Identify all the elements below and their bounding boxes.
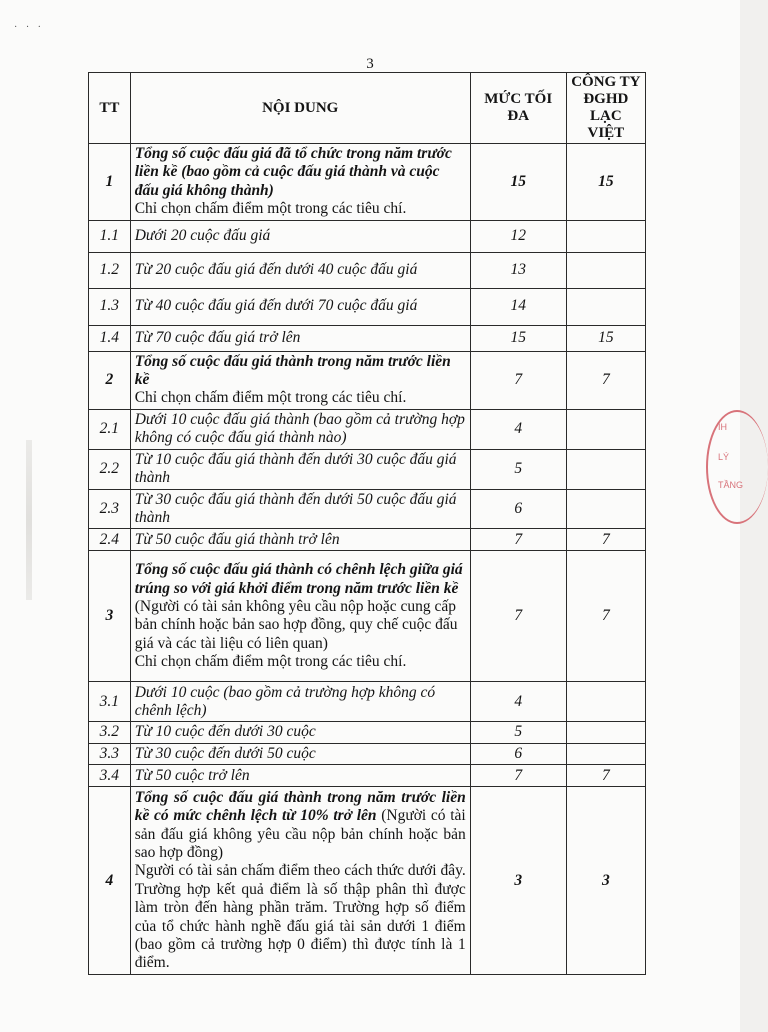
row-max: 13 — [470, 252, 566, 288]
row-tt: 4 — [89, 787, 131, 975]
row-max: 4 — [470, 409, 566, 449]
row-heading-note: (Người có tài sản đấu giá không yêu cầu nộp bản chính hoặc bản sao hợp đồng) — [134, 807, 466, 861]
row-content: Từ 20 cuộc đấu giá đến dưới 40 cuộc đấu giá — [130, 252, 470, 288]
row-note: Chỉ chọn chấm điểm một trong các tiêu chí. — [134, 389, 407, 407]
row-tt: 2.2 — [89, 449, 131, 489]
row-content: Dưới 10 cuộc đấu giá thành (bao gồm cả trường hợp không có cuộc đấu giá thành nào) — [130, 409, 470, 449]
row-company — [566, 449, 645, 489]
row-tt: 2.4 — [89, 529, 131, 551]
header-tt: TT — [89, 73, 131, 144]
table-row — [89, 489, 646, 529]
row-max: 5 — [470, 449, 566, 489]
row-max: 7 — [470, 765, 566, 787]
row-company: 3 — [566, 787, 645, 975]
table-row — [89, 220, 646, 252]
header-company: CÔNG TY ĐGHD LẠC VIỆT — [566, 73, 645, 144]
row-company — [566, 722, 645, 743]
row-max: 7 — [470, 551, 566, 682]
row-content — [130, 144, 470, 221]
row-company — [566, 682, 645, 722]
row-max: 15 — [470, 144, 566, 221]
row-max: 14 — [470, 288, 566, 325]
row-company — [566, 252, 645, 288]
row-tt: 2 — [89, 351, 131, 409]
table-row — [89, 682, 646, 722]
table-row — [89, 288, 646, 325]
red-seal-stamp: IH LÝ TẦNG — [706, 410, 768, 524]
row-max: 5 — [470, 722, 566, 743]
row-content: Từ 30 cuộc đấu giá thành đến dưới 50 cuộc đấu giá thành — [130, 489, 470, 529]
row-note: Chỉ chọn chấm điểm một trong các tiêu chí. — [134, 653, 407, 671]
row-content: Từ 50 cuộc đấu giá thành trở lên — [130, 529, 470, 551]
row-max: 7 — [470, 529, 566, 551]
row-heading: Tổng số cuộc đấu giá thành trong năm trước liền kề có mức chênh lệch từ 10% trở lên — [134, 788, 466, 825]
table-row — [89, 351, 646, 409]
table-row — [89, 252, 646, 288]
table-row — [89, 743, 646, 764]
row-company: 7 — [566, 351, 645, 409]
row-company — [566, 409, 645, 449]
row-content: Dưới 10 cuộc (bao gồm cả trường hợp không có chênh lệch) — [130, 682, 470, 722]
row-company: 7 — [566, 529, 645, 551]
row-note: Người có tài sản chấm điểm theo cách thức dưới đây. Trường hợp kết quả điểm là số thập phân thì được làm tròn đến hàng phần trăm. Trường hợp số điểm của tổ chức hành nghề đấu giá tài sản dưới 1 điểm (bao gồm cả trường hợp 0 điểm) thì được tính là 1 điểm. — [134, 862, 466, 972]
table-row — [89, 551, 646, 682]
row-max: 12 — [470, 220, 566, 252]
row-tt: 3.1 — [89, 682, 131, 722]
row-company: 15 — [566, 325, 645, 351]
row-tt: 2.3 — [89, 489, 131, 529]
row-tt: 1.3 — [89, 288, 131, 325]
row-content: Từ 30 cuộc đến dưới 50 cuộc — [130, 743, 470, 764]
header-max: MỨC TỐI ĐA — [470, 73, 566, 144]
table-row — [89, 325, 646, 351]
table-row — [89, 722, 646, 743]
row-tt: 3 — [89, 551, 131, 682]
row-tt: 2.1 — [89, 409, 131, 449]
row-tt: 1.4 — [89, 325, 131, 351]
row-max: 4 — [470, 682, 566, 722]
row-company: 7 — [566, 551, 645, 682]
row-max: 7 — [470, 351, 566, 409]
row-content — [130, 787, 470, 975]
row-max: 6 — [470, 489, 566, 529]
table-row — [89, 144, 646, 221]
header-content: NỘI DUNG — [130, 73, 470, 144]
table-row — [89, 409, 646, 449]
table-row — [89, 787, 646, 975]
table-row — [89, 529, 646, 551]
row-content: Từ 10 cuộc đến dưới 30 cuộc — [130, 722, 470, 743]
scan-shadow — [26, 440, 32, 600]
row-content: Từ 50 cuộc trở lên — [130, 765, 470, 787]
page-number: 3 — [366, 56, 374, 72]
table-row — [89, 449, 646, 489]
row-content: Dưới 20 cuộc đấu giá — [130, 220, 470, 252]
row-company: 15 — [566, 144, 645, 221]
row-heading: Tổng số cuộc đấu giá thành trong năm trước liền kề — [134, 352, 451, 389]
row-content: Từ 70 cuộc đấu giá trở lên — [130, 325, 470, 351]
row-max: 15 — [470, 325, 566, 351]
row-content — [130, 551, 470, 682]
row-content: Từ 40 cuộc đấu giá đến dưới 70 cuộc đấu giá — [130, 288, 470, 325]
row-tt: 1 — [89, 144, 131, 221]
row-heading-note: (Người có tài sản không yêu cầu nộp hoặc cung cấp bản chính hoặc bản sao hợp đồng, quy chế cuộc đấu giá và các tài liệu có liên quan) — [134, 598, 458, 652]
row-note: Chỉ chọn chấm điểm một trong các tiêu chí. — [134, 200, 407, 218]
row-tt: 1.1 — [89, 220, 131, 252]
criteria-table — [88, 72, 646, 975]
row-heading: Tổng số cuộc đấu giá đã tổ chức trong năm trước liền kề (bao gồm cả cuộc đấu giá thành và cuộc đấu giá không thành) — [134, 145, 452, 199]
row-tt: 3.3 — [89, 743, 131, 764]
row-company — [566, 220, 645, 252]
row-heading: Tổng số cuộc đấu giá thành có chênh lệch giữa giá trúng so với giá khởi điểm trong năm trước liền kề — [134, 561, 463, 597]
row-tt: 1.2 — [89, 252, 131, 288]
row-company — [566, 288, 645, 325]
row-tt: 3.2 — [89, 722, 131, 743]
row-max: 3 — [470, 787, 566, 975]
row-company: 7 — [566, 765, 645, 787]
row-company — [566, 743, 645, 764]
row-company — [566, 489, 645, 529]
scan-specks: · · · — [14, 22, 44, 33]
table-row — [89, 765, 646, 787]
row-tt: 3.4 — [89, 765, 131, 787]
row-max: 6 — [470, 743, 566, 764]
row-content — [130, 351, 470, 409]
row-content: Từ 10 cuộc đấu giá thành đến dưới 30 cuộc đấu giá thành — [130, 449, 470, 489]
table-header-row — [89, 73, 646, 144]
